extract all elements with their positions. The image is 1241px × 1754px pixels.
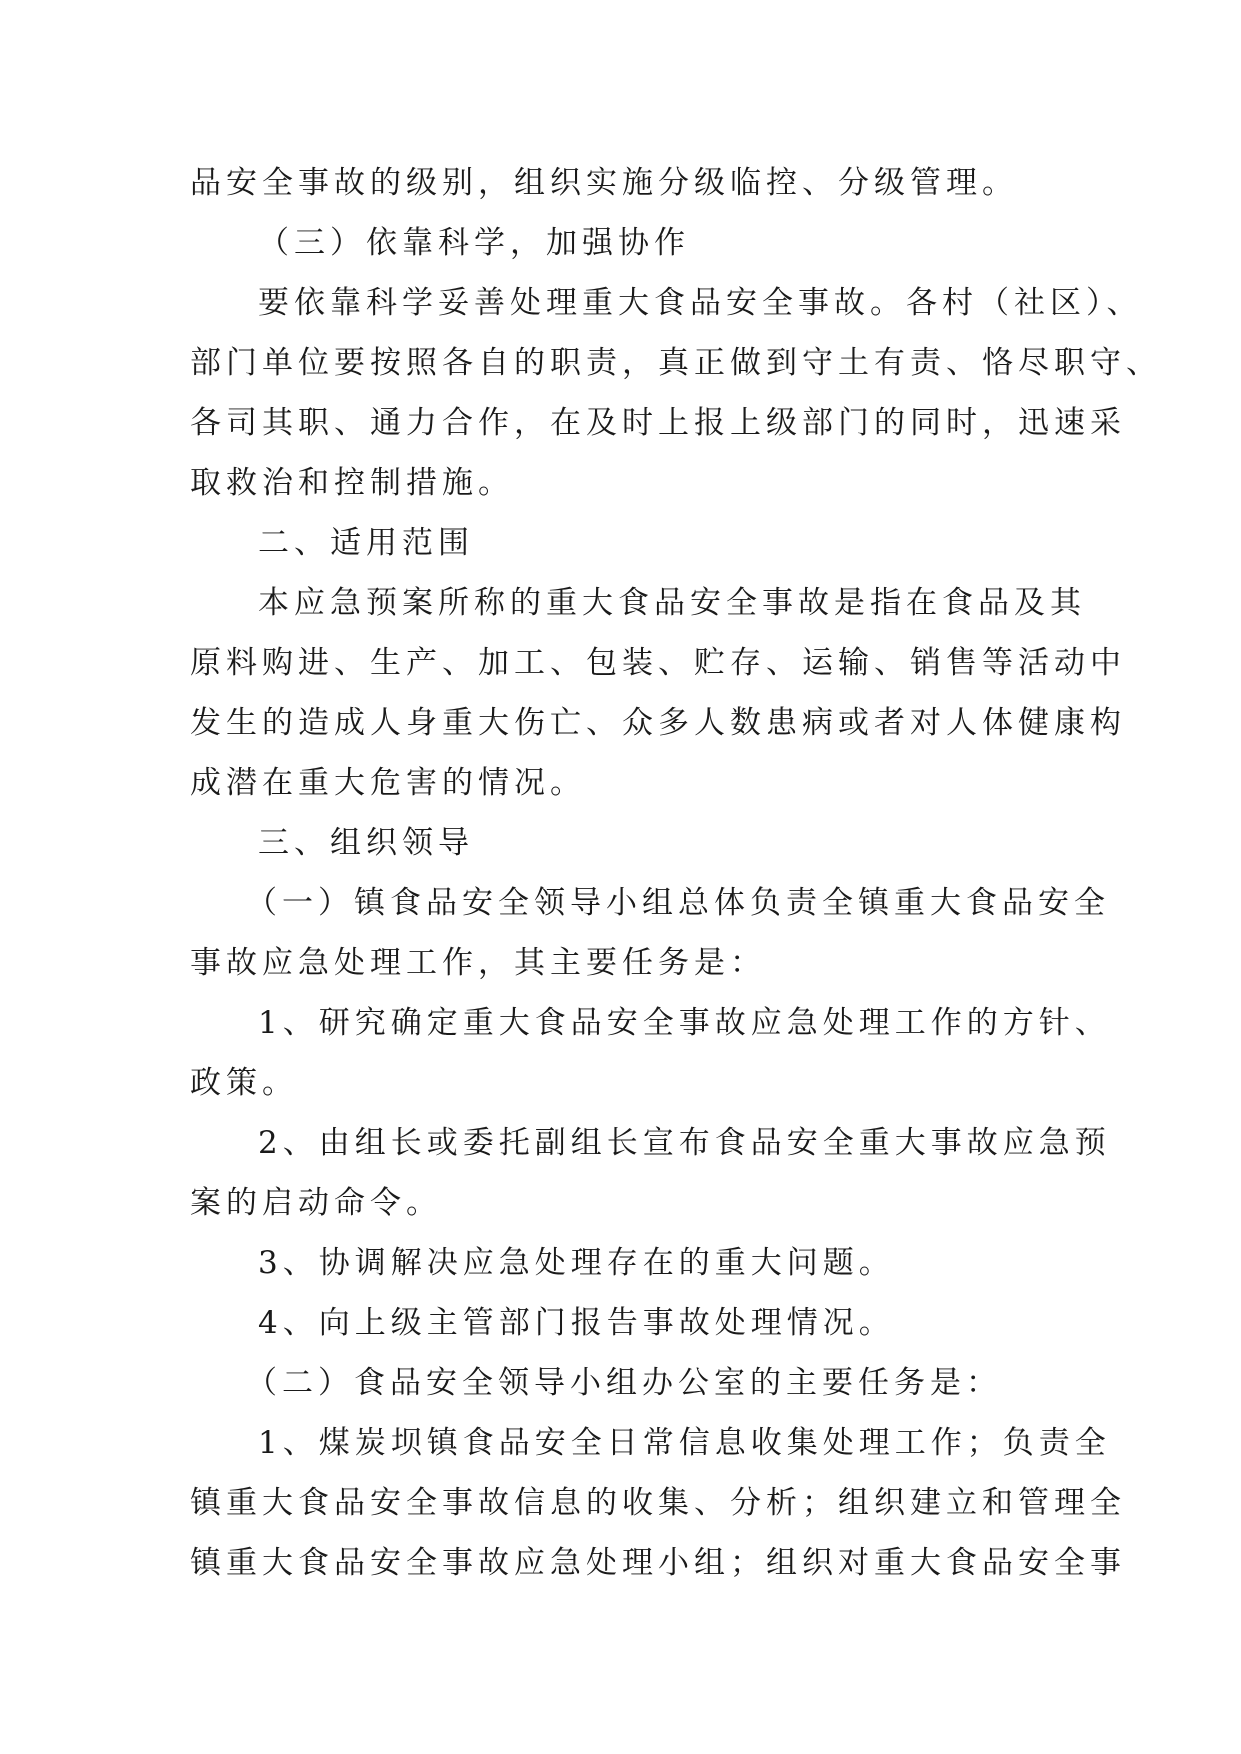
text-line: 4、向上级主管部门报告事故处理情况。 (258, 1305, 895, 1341)
text-line: 品安全事故的级别，组织实施分级临控、分级管理。 (190, 165, 1018, 201)
text-line: （一）镇食品安全领导小组总体负责全镇重大食品安全 (246, 885, 1110, 921)
text-line: 事故应急处理工作，其主要任务是： (190, 945, 766, 981)
text-line: 发生的造成人身重大伤亡、众多人数患病或者对人体健康构 (190, 705, 1126, 741)
text-line: 三、组织领导 (258, 825, 474, 861)
text-line: 镇重大食品安全事故信息的收集、分析；组织建立和管理全 (190, 1485, 1126, 1521)
text-line: 政策。 (190, 1065, 298, 1101)
text-line: 2、由组长或委托副组长宣布食品安全重大事故应急预 (258, 1125, 1111, 1161)
text-line: 本应急预案所称的重大食品安全事故是指在食品及其 (258, 585, 1086, 621)
text-line: 二、适用范围 (258, 525, 474, 561)
text-line: 1、煤炭坝镇食品安全日常信息收集处理工作；负责全 (258, 1425, 1111, 1461)
text-line: 1、研究确定重大食品安全事故应急处理工作的方针、 (258, 1005, 1111, 1041)
text-line: （二）食品安全领导小组办公室的主要任务是： (246, 1365, 1002, 1401)
text-line: 部门单位要按照各自的职责，真正做到守土有责、恪尽职守、 (190, 345, 1162, 381)
text-line: 取救治和控制措施。 (190, 465, 514, 501)
text-line: 成潜在重大危害的情况。 (190, 765, 586, 801)
text-line: 镇重大食品安全事故应急处理小组；组织对重大食品安全事 (190, 1545, 1126, 1581)
text-line: （三）依靠科学，加强协作 (258, 225, 690, 261)
text-line: 要依靠科学妥善处理重大食品安全事故。各村（社区）、 (258, 285, 1143, 321)
text-line: 3、协调解决应急处理存在的重大问题。 (258, 1245, 895, 1281)
text-line: 案的启动命令。 (190, 1185, 442, 1221)
document-body (190, 153, 1162, 1593)
text-line: 原料购进、生产、加工、包装、贮存、运输、销售等活动中 (190, 645, 1126, 681)
text-line: 各司其职、通力合作，在及时上报上级部门的同时，迅速采 (190, 405, 1126, 441)
